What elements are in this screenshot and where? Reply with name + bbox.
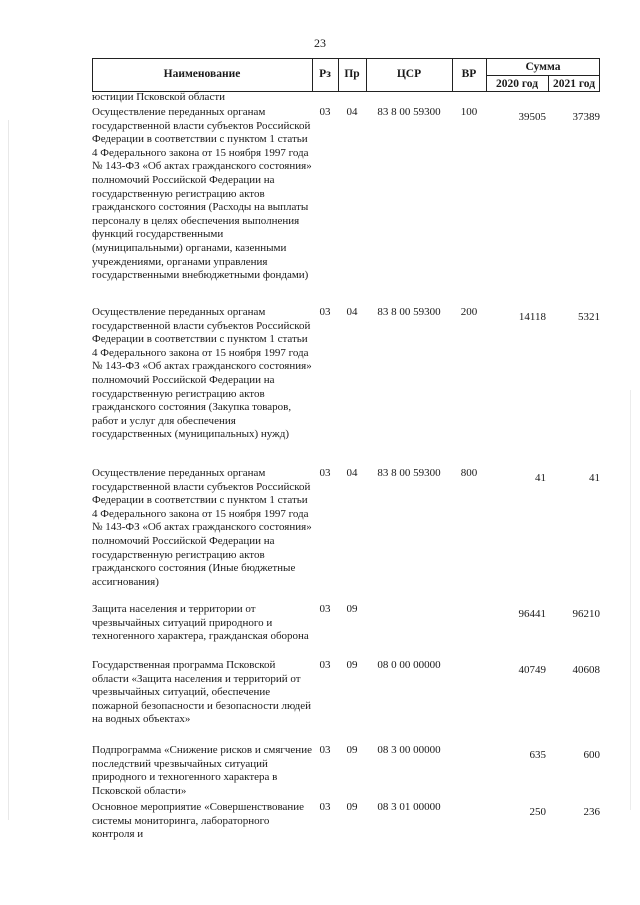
- header-vr: ВР: [461, 68, 477, 80]
- scan-edge-right: [630, 390, 631, 810]
- scan-edge-left: [8, 120, 9, 820]
- row-sum-2020: 96441: [518, 608, 546, 620]
- header-2020: 2020 год: [495, 78, 539, 90]
- row-name: Осуществление переданных органам государственной власти субъектов Российской Федерации в соответствии с пунктом 1 статьи 4 Федерального закона от 15 ноября 1997 года № 143-ФЗ «Об актах гражданского состояния» полномочий Российской Федерации на государственную регистрацию актов гражданского состояния (Закупка товаров, работ и услуг для обеспечения государственных (муниципальных) нужд): [92, 306, 312, 441]
- row-rz: 03: [319, 106, 331, 118]
- row-sum-2021: 37389: [572, 111, 600, 123]
- row-sum-2021: 40608: [572, 664, 600, 676]
- row-pr: 09: [346, 659, 358, 671]
- row-vr: 200: [460, 306, 478, 318]
- row-name: Государственная программа Псковской области «Защита населения и территорий от чрезвычайных ситуаций, обеспечение пожарной безопасности и безопасности людей на водных объектах»: [92, 659, 312, 726]
- row-rz: 03: [319, 306, 331, 318]
- row-vr: 100: [460, 106, 478, 118]
- row-sum-2020: 40749: [518, 664, 546, 676]
- row-name: Защита населения и территории от чрезвычайных ситуаций природного и техногенного характера, гражданская оборона: [92, 603, 309, 643]
- row-csr: 08 3 01 00000: [377, 801, 441, 813]
- row-csr: 08 0 00 00000: [377, 659, 441, 671]
- row-csr: 83 8 00 59300: [377, 306, 441, 318]
- row-pr: 04: [346, 467, 358, 479]
- header-pr: Пр: [344, 68, 360, 80]
- row-name: Осуществление переданных органам государственной власти субъектов Российской Федерации в соответствии с пунктом 1 статьи 4 Федерального закона от 15 ноября 1997 года № 143-ФЗ «Об актах гражданского состояния» полномочий Российской Федерации на государственную регистрацию актов гражданского состояния (Расходы на выплаты персоналу в целях обеспечения выполнения функций государственными (муниципальными) органами, казенными учреждениями, органами управления государственными внебюджетными фондами): [92, 106, 312, 282]
- header-sum-divider: [486, 75, 600, 76]
- row-pr: 04: [346, 306, 358, 318]
- row-name: Подпрограмма «Снижение рисков и смягчение последствий чрезвычайных ситуаций природного и техногенного характера в Псковской области»: [92, 744, 312, 797]
- row-sum-2020: 250: [529, 806, 546, 818]
- row-sum-2020: 635: [529, 749, 546, 761]
- row-name: Основное мероприятие «Совершенствование системы мониторинга, лабораторного контроля и: [92, 801, 305, 841]
- page-number: 23: [314, 36, 326, 50]
- row-name: юстиции Псковской области: [92, 91, 226, 103]
- row-rz: 03: [319, 744, 331, 756]
- row-rz: 03: [319, 659, 331, 671]
- header-csr: ЦСР: [396, 68, 422, 80]
- row-name: Осуществление переданных органам государственной власти субъектов Российской Федерации в соответствии с пунктом 1 статьи 4 Федерального закона от 15 ноября 1997 года № 143-ФЗ «Об актах гражданского состояния» полномочий Российской Федерации на государственную регистрацию актов гражданского состояния (Иные бюджетные ассигнования): [92, 467, 312, 588]
- row-csr: 83 8 00 59300: [377, 106, 441, 118]
- row-vr: 800: [460, 467, 478, 479]
- row-csr: 08 3 00 00000: [377, 744, 441, 756]
- row-pr: 09: [346, 801, 358, 813]
- row-sum-2020: 14118: [518, 311, 546, 323]
- row-rz: 03: [319, 467, 331, 479]
- header-name: Наименование: [163, 68, 241, 80]
- row-sum-2021: 600: [583, 749, 600, 761]
- row-rz: 03: [319, 801, 331, 813]
- row-sum-2021: 41: [589, 472, 600, 484]
- row-sum-2020: 41: [535, 472, 546, 484]
- row-csr: 83 8 00 59300: [377, 467, 441, 479]
- header-rz: Рз: [319, 68, 331, 80]
- row-sum-2020: 39505: [518, 111, 546, 123]
- row-rz: 03: [319, 603, 331, 615]
- row-sum-2021: 5321: [578, 311, 600, 323]
- row-sum-2021: 236: [583, 806, 600, 818]
- header-sum: Сумма: [525, 61, 561, 73]
- header-2021: 2021 год: [552, 78, 596, 90]
- row-pr: 09: [346, 603, 358, 615]
- row-pr: 04: [346, 106, 358, 118]
- row-pr: 09: [346, 744, 358, 756]
- row-sum-2021: 96210: [572, 608, 600, 620]
